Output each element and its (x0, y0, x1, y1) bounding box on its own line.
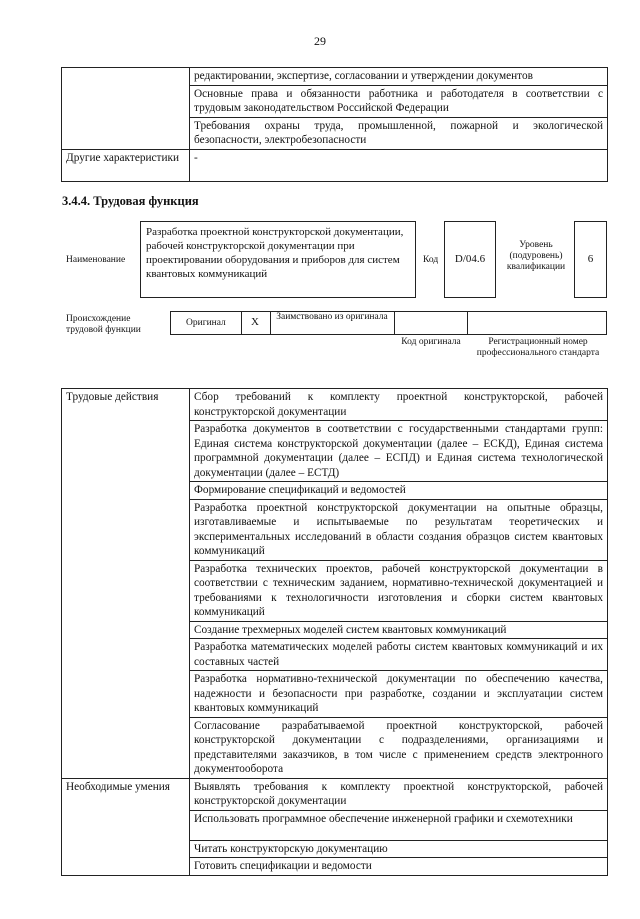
name-value: Разработка проектной конструкторской документации, рабочей конструкторской документации при проектировании оборудования и приборов для систем квантовых коммуникаций (146, 226, 404, 280)
top-table (61, 67, 608, 182)
code-original-divider (394, 311, 395, 335)
other-characteristics-value: - (190, 149, 608, 181)
labor-action-item: Разработка проектной конструкторской документации на опытные образцы, изготавливаемые и испытываемые по результатам теоретических и экспериментальных исследований в области создания образцов систем квантовых коммуникаций (190, 499, 608, 560)
code-value: D/04.6 (454, 253, 486, 265)
labor-action-item: Сбор требований к комплекту проектной конструкторской, рабочей конструкторской документации (190, 389, 608, 421)
skill-item: Читать конструкторскую документацию (190, 840, 608, 858)
borrowed-divider (270, 311, 271, 335)
code-label: Код (423, 255, 439, 265)
skill-item: Выявлять требования к комплекту проектной конструкторской, рабочей конструкторской документации (190, 778, 608, 810)
labor-action-item: Формирование спецификаций и ведомостей (190, 482, 608, 500)
labor-action-item: Разработка математических моделей работы систем квантовых коммуникаций и их составных частей (190, 639, 608, 671)
labor-action-item: Разработка нормативно-технической документации по обеспечению качества, надежности и безопасности при разработке, создании и эксплуатации систем квантовых коммуникаций (190, 671, 608, 718)
top-table-item: Требования охраны труда, промышленной, пожарной и экологической безопасности, электробезопасности (190, 117, 608, 149)
required-skills-label: Необходимые умения (62, 778, 190, 875)
level-label: Уровень (подуровень) квалификации (506, 240, 566, 272)
original-label: Оригинал (186, 318, 226, 328)
name-label: Наименование (66, 255, 126, 265)
top-table-label-cell (62, 68, 190, 150)
labor-action-item: Согласование разрабатываемой проектной конструкторской, рабочей конструкторской документации с подразделениями, организациями и представителями заказчиков, в том числе с применением средств электронного документооборота (190, 717, 608, 778)
main-table (61, 388, 608, 876)
code-original-caption: Код оригинала (401, 337, 461, 347)
top-table-item: редактировании, экспертизе, согласовании и утверждении документов (190, 68, 608, 86)
labor-actions-label: Трудовые действия (62, 389, 190, 779)
skill-item: Готовить спецификации и ведомости (190, 858, 608, 876)
reg-number-divider (467, 311, 468, 335)
reg-number-caption: Регистрационный номер профессионального стандарта (476, 337, 600, 358)
code-value-box (444, 221, 496, 298)
page-number: 29 (314, 34, 326, 48)
skill-item: Использовать программное обеспечение инженерной графики и схемотехники (190, 810, 608, 840)
labor-action-item: Разработка документов в соответствии с государственными стандартами групп: Единая система конструкторской документации (далее – ЕСКД), Единая система программной документации (далее – ЕСПД) и Единая система технологической документации (далее – ЕСТД) (190, 421, 608, 482)
other-characteristics-label: Другие характеристики (62, 149, 190, 181)
level-value: 6 (587, 253, 594, 265)
section-title: 3.4.4. Трудовая функция (62, 194, 199, 208)
borrowed-label: Заимствовано из оригинала (276, 312, 388, 322)
labor-action-item: Создание трехмерных моделей систем квантовых коммуникаций (190, 621, 608, 639)
top-table-item: Основные права и обязанности работника и работодателя в соответствии с трудовым законодательством Российской Федерации (190, 85, 608, 117)
level-value-box (574, 221, 607, 298)
original-mark: X (251, 316, 259, 328)
origin-label: Происхождение трудовой функции (66, 314, 141, 335)
labor-action-item: Разработка технических проектов, рабочей конструкторской документации в соответствии с техническим заданием, нормативно-технической документацией и требованиями к технологичности изготовления и сборки систем квантовых коммуникаций (190, 560, 608, 621)
name-value-box (140, 221, 416, 298)
original-mark-divider (241, 311, 242, 335)
